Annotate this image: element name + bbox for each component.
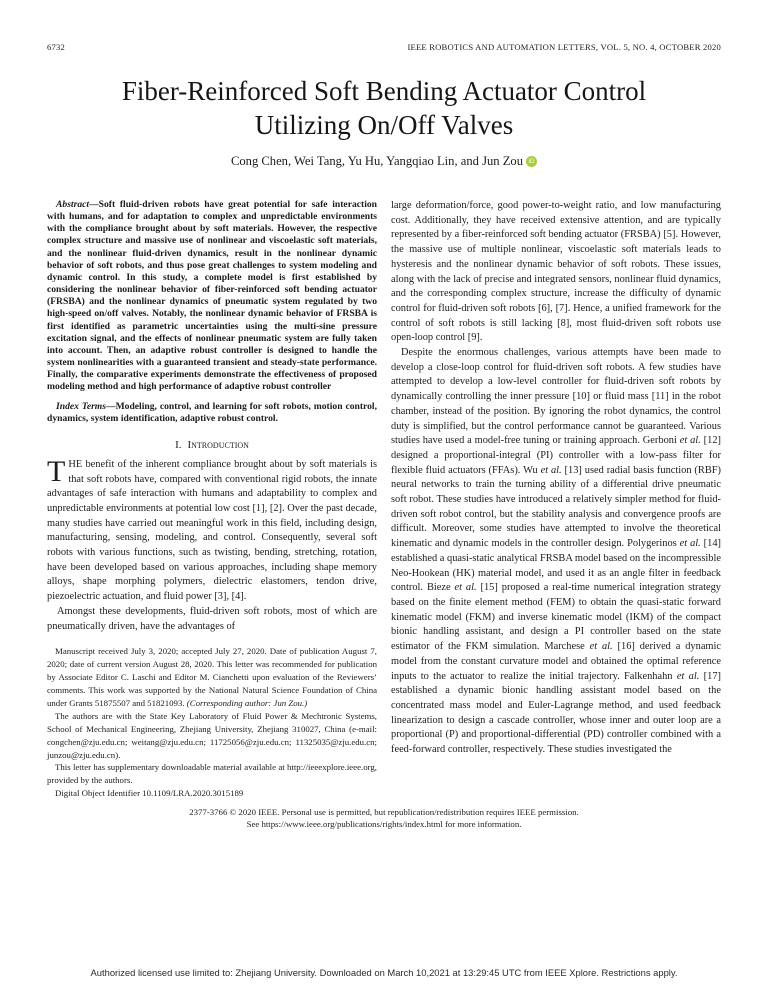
paper-title (0, 74, 768, 142)
running-header (0, 0, 768, 52)
license-line: Authorized licensed use limited to: Zhejiang University. Downloaded on March 10,2021 at 13:29:45 UTC from IEEE Xplore. Restrictions apply. (90, 967, 678, 978)
index-terms-lead: Index Terms (56, 400, 107, 412)
section-title: Introduction (187, 438, 249, 451)
intro-paragraph-1 (47, 454, 377, 605)
page-number: 6732 (47, 42, 65, 52)
two-column-body (0, 199, 768, 800)
authors-line (0, 154, 768, 169)
index-terms-text: Modeling, control, and learning for soft robots, motion control, dynamics, system identification, adaptive robust control. (47, 400, 377, 424)
intro-paragraph-1-text: HE benefit of the inherent compliance brought about by soft materials is that soft robots have, compared with conventional rigid robots, the innate advantages of safe interaction with humans and adaptability to complex and unpredictable environments at potential low cost [1], [2]. Over the past decade, many studies have carried out meaningful work in this field, including design, manufacturing, sensing, modeling, and control. Consequently, several soft robots with various functions, such as twisting, bending, stretching, rotation, have been developed based on various approaches, including shape memory alloys, shape morphing polymers, dielectric elastomers, tendon drive, piezoelectric actuation, and fluid power [3], [4]. (47, 458, 377, 603)
right-column (391, 199, 721, 800)
footnote-manuscript: Manuscript received July 3, 2020; accepted July 27, 2020. Date of publication August 7, 2020; date of current version August 28, 2020. This letter was recommended for publication by Associate Editor C. Laschi and Editor M. Cianchetti upon evaluation of the Reviewers’ comments. This work was supported by the National Natural Science Foundation of China under Grants 51875507 and 51821093. (Corresponding author: Jun Zou.) (47, 646, 377, 708)
paper-title-line1: Fiber-Reinforced Soft Bending Actuator Control (121, 76, 647, 106)
footnote-affiliation: The authors are with the State Key Laboratory of Fluid Power & Mechtronic Systems, School of Mechanical Engineering, Zhejiang University, Zhejiang 310027, China (e-mail: congchen@zju.edu.cn; weitang@zju.edu.cn; 11725056@zju.edu.cn; 11325035@zju.edu.cn; junzou@zju.edu.cn). (47, 710, 377, 760)
intro-paragraph-2: Amongst these developments, fluid-driven soft robots, most of which are pneumatically driven, have the advantages of (47, 605, 377, 632)
copyright-footer (0, 807, 768, 830)
paper-title-line2: Utilizing On/Off Valves (254, 110, 514, 140)
abstract-dash: — (89, 199, 99, 210)
section-number: I. (175, 438, 182, 451)
author-names: Cong Chen, Wei Tang, Yu Hu, Yangqiao Lin, and Jun Zou (230, 154, 524, 168)
left-column (47, 199, 377, 800)
right-paragraph-1: large deformation/force, good power-to-weight ratio, and low manufacturing cost. Additionally, they have received extensive attention, and are typically represented by a fiber-reinforced soft bending actuator (FRSBA) [5]. However, the massive use of multiple nonlinear, viscoelastic soft materials leads to hysteresis and the nonlinear dynamic behavior of soft robots. These issues, along with the lack of precise and integrated sensors, nonlinear fluid dynamics, and the corresponding complex structure, increase the difficulty of dynamic control for fluid-driven soft robots [6], [7]. Hence, a unified framework for the control of soft robots is still lacking [8], most fluid-driven soft robots use open-loop control [9]. (391, 200, 721, 344)
section-heading-introduction (47, 439, 377, 451)
journal-name: IEEE ROBOTICS AND AUTOMATION LETTERS, VOL. 5, NO. 4, OCTOBER 2020 (407, 42, 721, 52)
orcid-icon[interactable]: iD (526, 156, 537, 167)
footnote-supplementary: This letter has supplementary downloadable material available at http://ieeexplore.ieee.org, provided by the authors. (47, 762, 377, 786)
right-paragraph-2: Despite the enormous challenges, various attempts have been made to develop a close-loop control for fluid-driven soft robots. A few studies have attempted to develop a low-level controller for fluid-driven soft robots by dynamically controlling the inner pressure [10] or fluid mass [11] in the robot chamber, instead of the position. By ignoring the robot dynamics, the control duty is simplified, but the control performance cannot be guaranteed. Various studies have used a model-free tuning or training approach. Gerboni et al. [12] designed a proportional-integral (PI) controller with a low-pass filter for flexible fluid actuators (FFAs). Wu et al. [13] used radial basis function (RBF) neural networks to train the turning ability of a differential drive pneumatic soft robot. These studies have introduced a relatively simpler method for fluid-driven soft robot control, but the stability analysis and convergence proofs are difficult. Moreover, some studies have attempted to involve the theoretical kinematic and dynamic models in the controller design. Polygerinos et al. [14] established a quasi-static analytical FRSBA model based on the incompressible Neo-Hookean (HK) material model, and used it as an angle filter in feedback control. Bieze et al. [15] proposed a real-time numerical integration strategy based on the finite element method (FEM) to obtain the quasi-static forward kinematic model (FKM) and inverse kinematic model (IKM) of the compact bionic handling assistant, and design a PI controller based on the state estimator of the FKM simulation. Marchese et al. [16] derived a dynamic model from the constant curvature model and obtained the optimal reference inputs to the actuator to realize the initial trajectory. Falkenhahn et al. [17] established a dynamic bionic handling assistant model based on the concentrated mass model and Euler-Lagrange method, and used feedback linearization to design a cascade controller, whose inner and outer loop are a proportional (P) and proportional-differential (PD) controller combined with a feed-forward controller, respectively. These studies investigated the (391, 347, 722, 756)
abstract-lead: Abstract (56, 199, 90, 210)
dropcap-letter: T (47, 454, 66, 488)
footnote-doi: Digital Object Identifier 10.1109/LRA.2020.3015189 (55, 788, 244, 799)
first-page-footnote (47, 645, 377, 800)
copyright-line2: See https://www.ieee.org/publications/rights/index.html for more information. (246, 818, 522, 829)
index-terms-dash: — (106, 400, 116, 412)
abstract-text: Soft fluid-driven robots have great potential for safe interaction with humans, and for adaptation to complex and unpredictable environments with the compliance brought about by soft materials. However, the respective complex structure and massive use of nonlinear and viscoelastic soft materials, and the nonlinear fluid-driven dynamics, result in the nonlinear dynamic behavior of soft robots, and thus pose great challenges to system modeling and dynamic control. In this study, a complete model is first established by considering the nonlinear behavior of fiber-reinforced soft bending actuator (FRSBA) and the nonlinear dynamics of pneumatic system regulated by two high-speed on/off valves. Notably, the nonlinear dynamic behavior of FRSBA is first identified as parametric uncertainties using the multi-sine pressure excitation signal, and the effects of nonlinear pneumatic system are fully taken into account. Then, an adaptive robust controller is designed to handle the system nonlinearities with a guaranteed transient and steady-state performance. Finally, the comparative experiments demonstrate the effectiveness of proposed modeling method and high performance of adaptive robust controller (47, 199, 377, 393)
index-terms-paragraph (47, 401, 377, 425)
abstract-paragraph (47, 199, 377, 394)
copyright-line1: 2377-3766 © 2020 IEEE. Personal use is permitted, but republication/redistribution requires IEEE permission. (189, 807, 579, 818)
